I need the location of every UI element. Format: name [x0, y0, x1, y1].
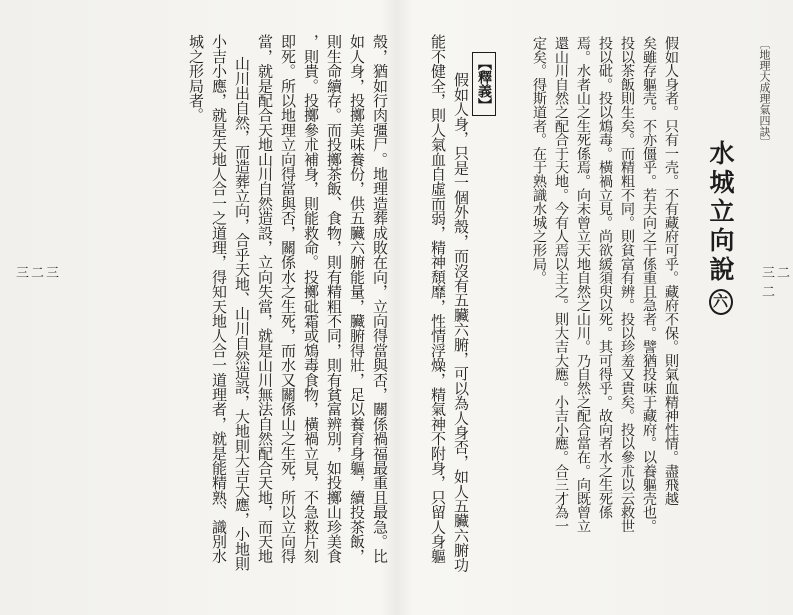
- running-head: 〔地理大成理氣四訣〕: [758, 38, 771, 148]
- page-number-right: 三二二: [762, 266, 793, 300]
- explanation-text-line: 則生命續存。而投擲茶飯、食物，則有精粗不同，則有貧富辨別，如投擲山珍美食: [325, 34, 343, 564]
- page-number-left: 三二三: [16, 266, 62, 281]
- original-text-line: 還山川自然之配合于天地。今有人焉以主之。則大吉大應。小吉小應。合三才為一: [553, 36, 569, 533]
- explanation-text-line: 如人身，投擲美味養份，供五臟六腑能量，臟腑得壯，足以養育身軀，續投茶飯，: [348, 34, 366, 564]
- original-text-line: 矣雖存軀壳。不亦僵乎。若夫向之干係重且急者。譬猶投味于藏府。以養軀壳也。: [641, 36, 657, 533]
- original-text-line: 投以砒。投以鴆毒。橫禍立見。尚欲緩須臾以死。其可得乎。故向者水之生死係: [597, 36, 613, 520]
- chapter-title-text: 水城立向說: [706, 140, 735, 285]
- explanation-text-line: 假如人身，只是一個外殼，而沒有五臟六腑，可以為人身否，如人五臟六腑功: [452, 72, 470, 572]
- original-text-line: 假如人身者。只有一壳。不有藏府可乎。藏府不保。則氣血精神性情。盡飛越: [663, 36, 679, 506]
- original-text-line: 定矣。得斯道者。在于熟識水城之形局。: [531, 36, 547, 285]
- explanation-text-line: 即死。所以地理立向得當與否，關係水之生死，而水又關係山之生死，所以立向得: [279, 34, 297, 564]
- chapter-title: [702, 140, 738, 315]
- explanation-text-line: ，則貴。投擲參朮補身，則能救命。投擲砒霜或鴆毒食物，橫禍立見，不急救片刻: [302, 34, 320, 564]
- explanation-text-line: 殼，猶如行肉彊尸。地理造葬成敗在向，立向得當與否，關係禍福最重且最急。比: [371, 34, 389, 564]
- explanation-text-line: 山川出自然，而造葬立向，合乎天地、山川自然造設，大地則大吉大應，小地則: [233, 56, 251, 571]
- explanation-text-line: 當，就是配合天地山川自然造設，立向失當，就是山川無法自然配合天地，而天地: [256, 34, 274, 564]
- explanation-text-line: 城之形局者。: [187, 34, 205, 123]
- explanation-text-line: 能不健全，則人氣血自虛而弱，精神頹靡，性情浮燥，精氣神不附身，只留人身軀: [429, 34, 447, 564]
- original-text-line: 焉。水者山之生死係焉。向未曾立天地自然之山川。乃自然之配合當在。向既曾立: [575, 36, 591, 533]
- chapter-number: 六: [709, 289, 733, 315]
- original-text-line: 投以茶飯則生矣。而精粗不同。則貧富有辨。投以珍羞又貴矣。投以參朮以云救世: [619, 36, 635, 533]
- explanation-label: 【釋義】: [472, 52, 496, 116]
- explanation-text-line: 小吉小應，就是天地人合一之道理，得知天地人合一道理者，就是能精熟、識別水: [210, 34, 228, 564]
